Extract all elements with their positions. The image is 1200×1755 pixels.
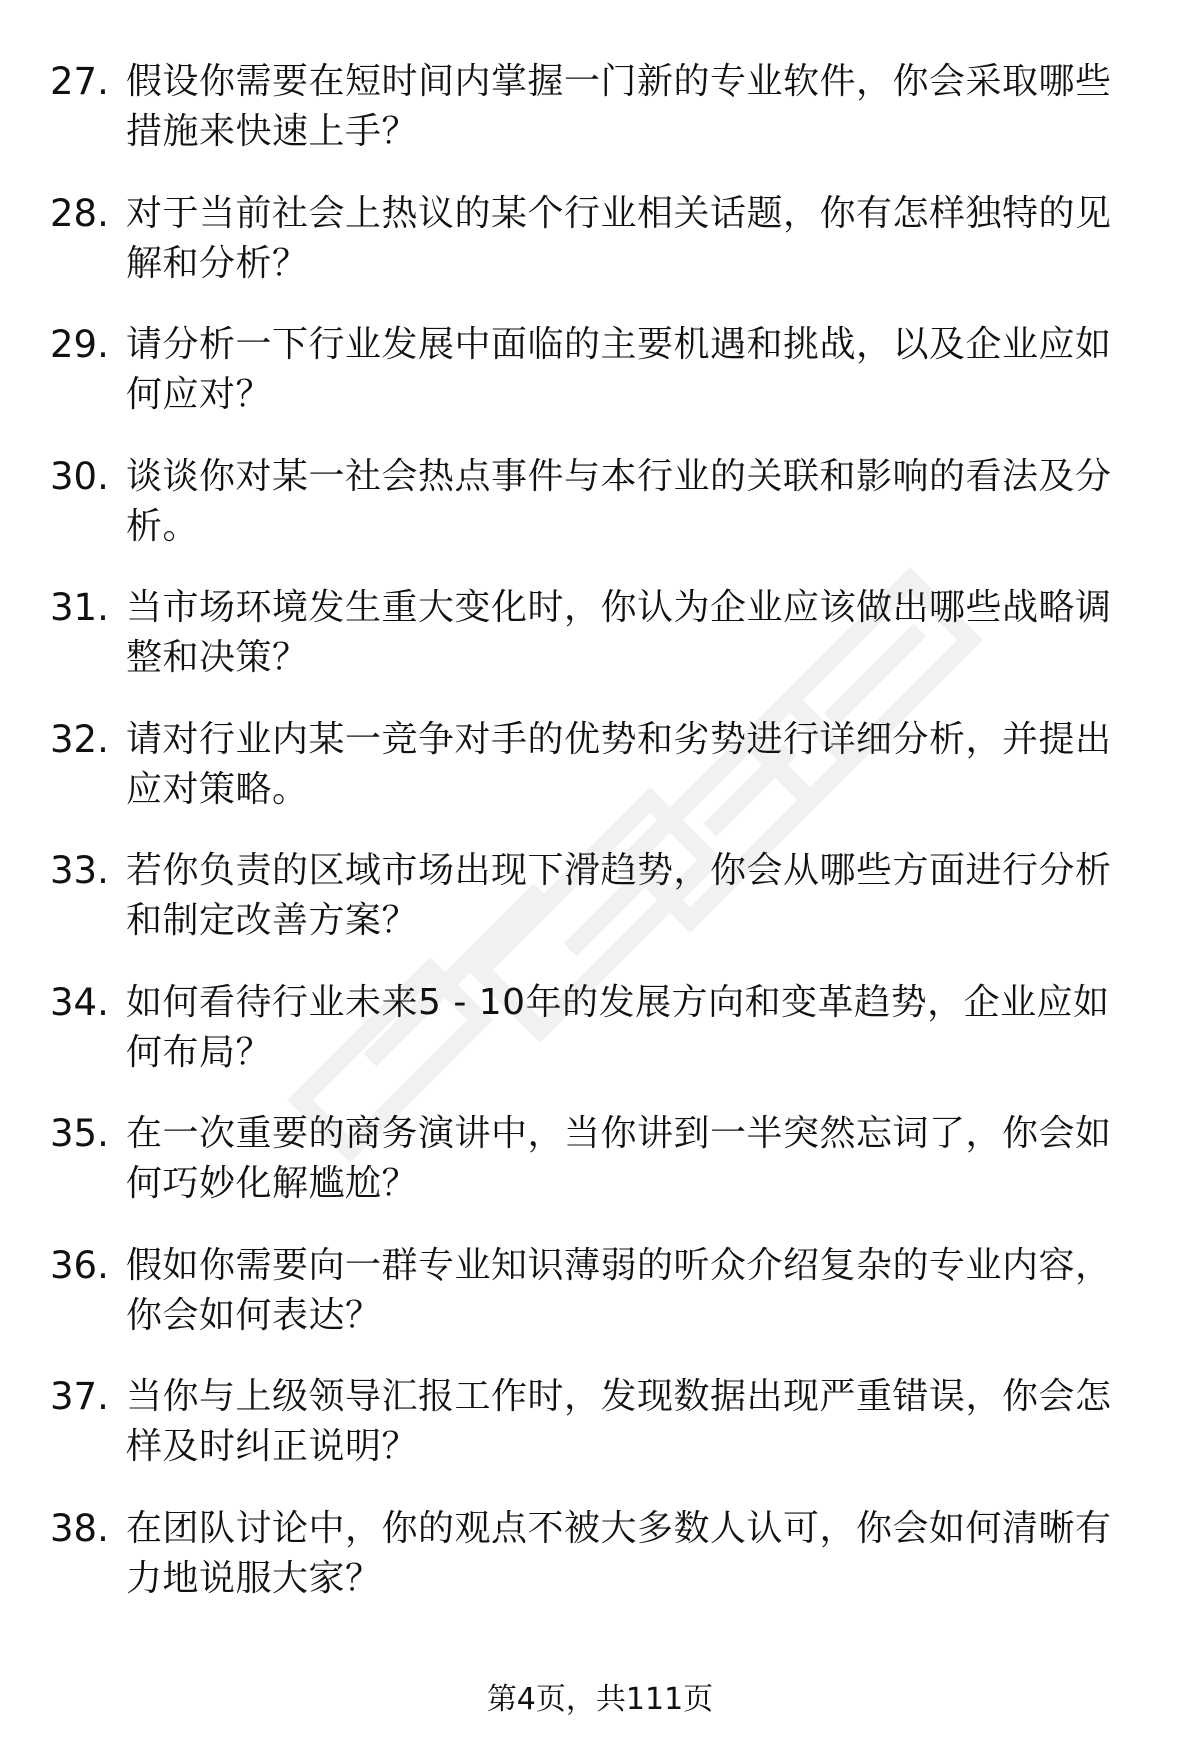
question-text: 请对行业内某一竞争对手的优势和劣势进行详细分析，并提出应对策略。 <box>126 718 1112 810</box>
question-text: 在团队讨论中，你的观点不被大多数人认可，你会如何清晰有力地说服大家？ <box>126 1507 1112 1599</box>
question-item <box>50 1504 1140 1636</box>
question-number: 32. <box>50 717 109 761</box>
question-number: 28. <box>50 191 109 235</box>
question-number: 35. <box>50 1112 109 1155</box>
question-item <box>50 57 1140 189</box>
question-number: 33. <box>50 849 109 892</box>
question-item <box>50 320 1140 452</box>
question-item <box>50 715 1140 847</box>
question-text: 如何看待行业未来5 - 10年的发展方向和变革趋势，企业应如何布局？ <box>126 981 1110 1073</box>
question-number: 31. <box>50 586 109 629</box>
question-number: 29. <box>50 323 109 366</box>
question-number: 38. <box>50 1506 109 1550</box>
question-number: 37. <box>50 1375 109 1418</box>
question-number: 36. <box>50 1243 109 1287</box>
question-number: 27. <box>50 60 109 103</box>
question-item <box>50 1109 1140 1241</box>
question-text: 当你与上级领导汇报工作时，发现数据出现严重错误，你会怎样及时纠正说明？ <box>126 1376 1112 1467</box>
question-number: 34. <box>50 980 109 1024</box>
question-text: 谈谈你对某一社会热点事件与本行业的关联和影响的看法及分析。 <box>126 455 1112 547</box>
question-item <box>50 189 1140 321</box>
question-item <box>50 583 1140 715</box>
question-text: 在一次重要的商务演讲中，当你讲到一半突然忘词了，你会如何巧妙化解尴尬？ <box>126 1113 1112 1204</box>
question-text: 当市场环境发生重大变化时，你认为企业应该做出哪些战略调整和决策？ <box>126 587 1112 678</box>
question-number: 30. <box>50 454 109 498</box>
question-item <box>50 846 1140 978</box>
question-item <box>50 1372 1140 1504</box>
question-item <box>50 452 1140 584</box>
question-item <box>50 978 1140 1110</box>
question-item <box>50 1241 1140 1373</box>
question-text: 假设你需要在短时间内掌握一门新的专业软件，你会采取哪些措施来快速上手？ <box>126 61 1112 152</box>
page-number-footer: 第4页，共111页 <box>486 1682 714 1717</box>
question-text: 对于当前社会上热议的某个行业相关话题，你有怎样独特的见解和分析？ <box>126 192 1112 284</box>
question-text: 若你负责的区域市场出现下滑趋势，你会从哪些方面进行分析和制定改善方案？ <box>126 850 1112 941</box>
question-text: 假如你需要向一群专业知识薄弱的听众介绍复杂的专业内容，你会如何表达？ <box>126 1244 1112 1336</box>
question-text: 请分析一下行业发展中面临的主要机遇和挑战，以及企业应如何应对？ <box>126 324 1112 415</box>
question-list <box>50 57 1140 1635</box>
